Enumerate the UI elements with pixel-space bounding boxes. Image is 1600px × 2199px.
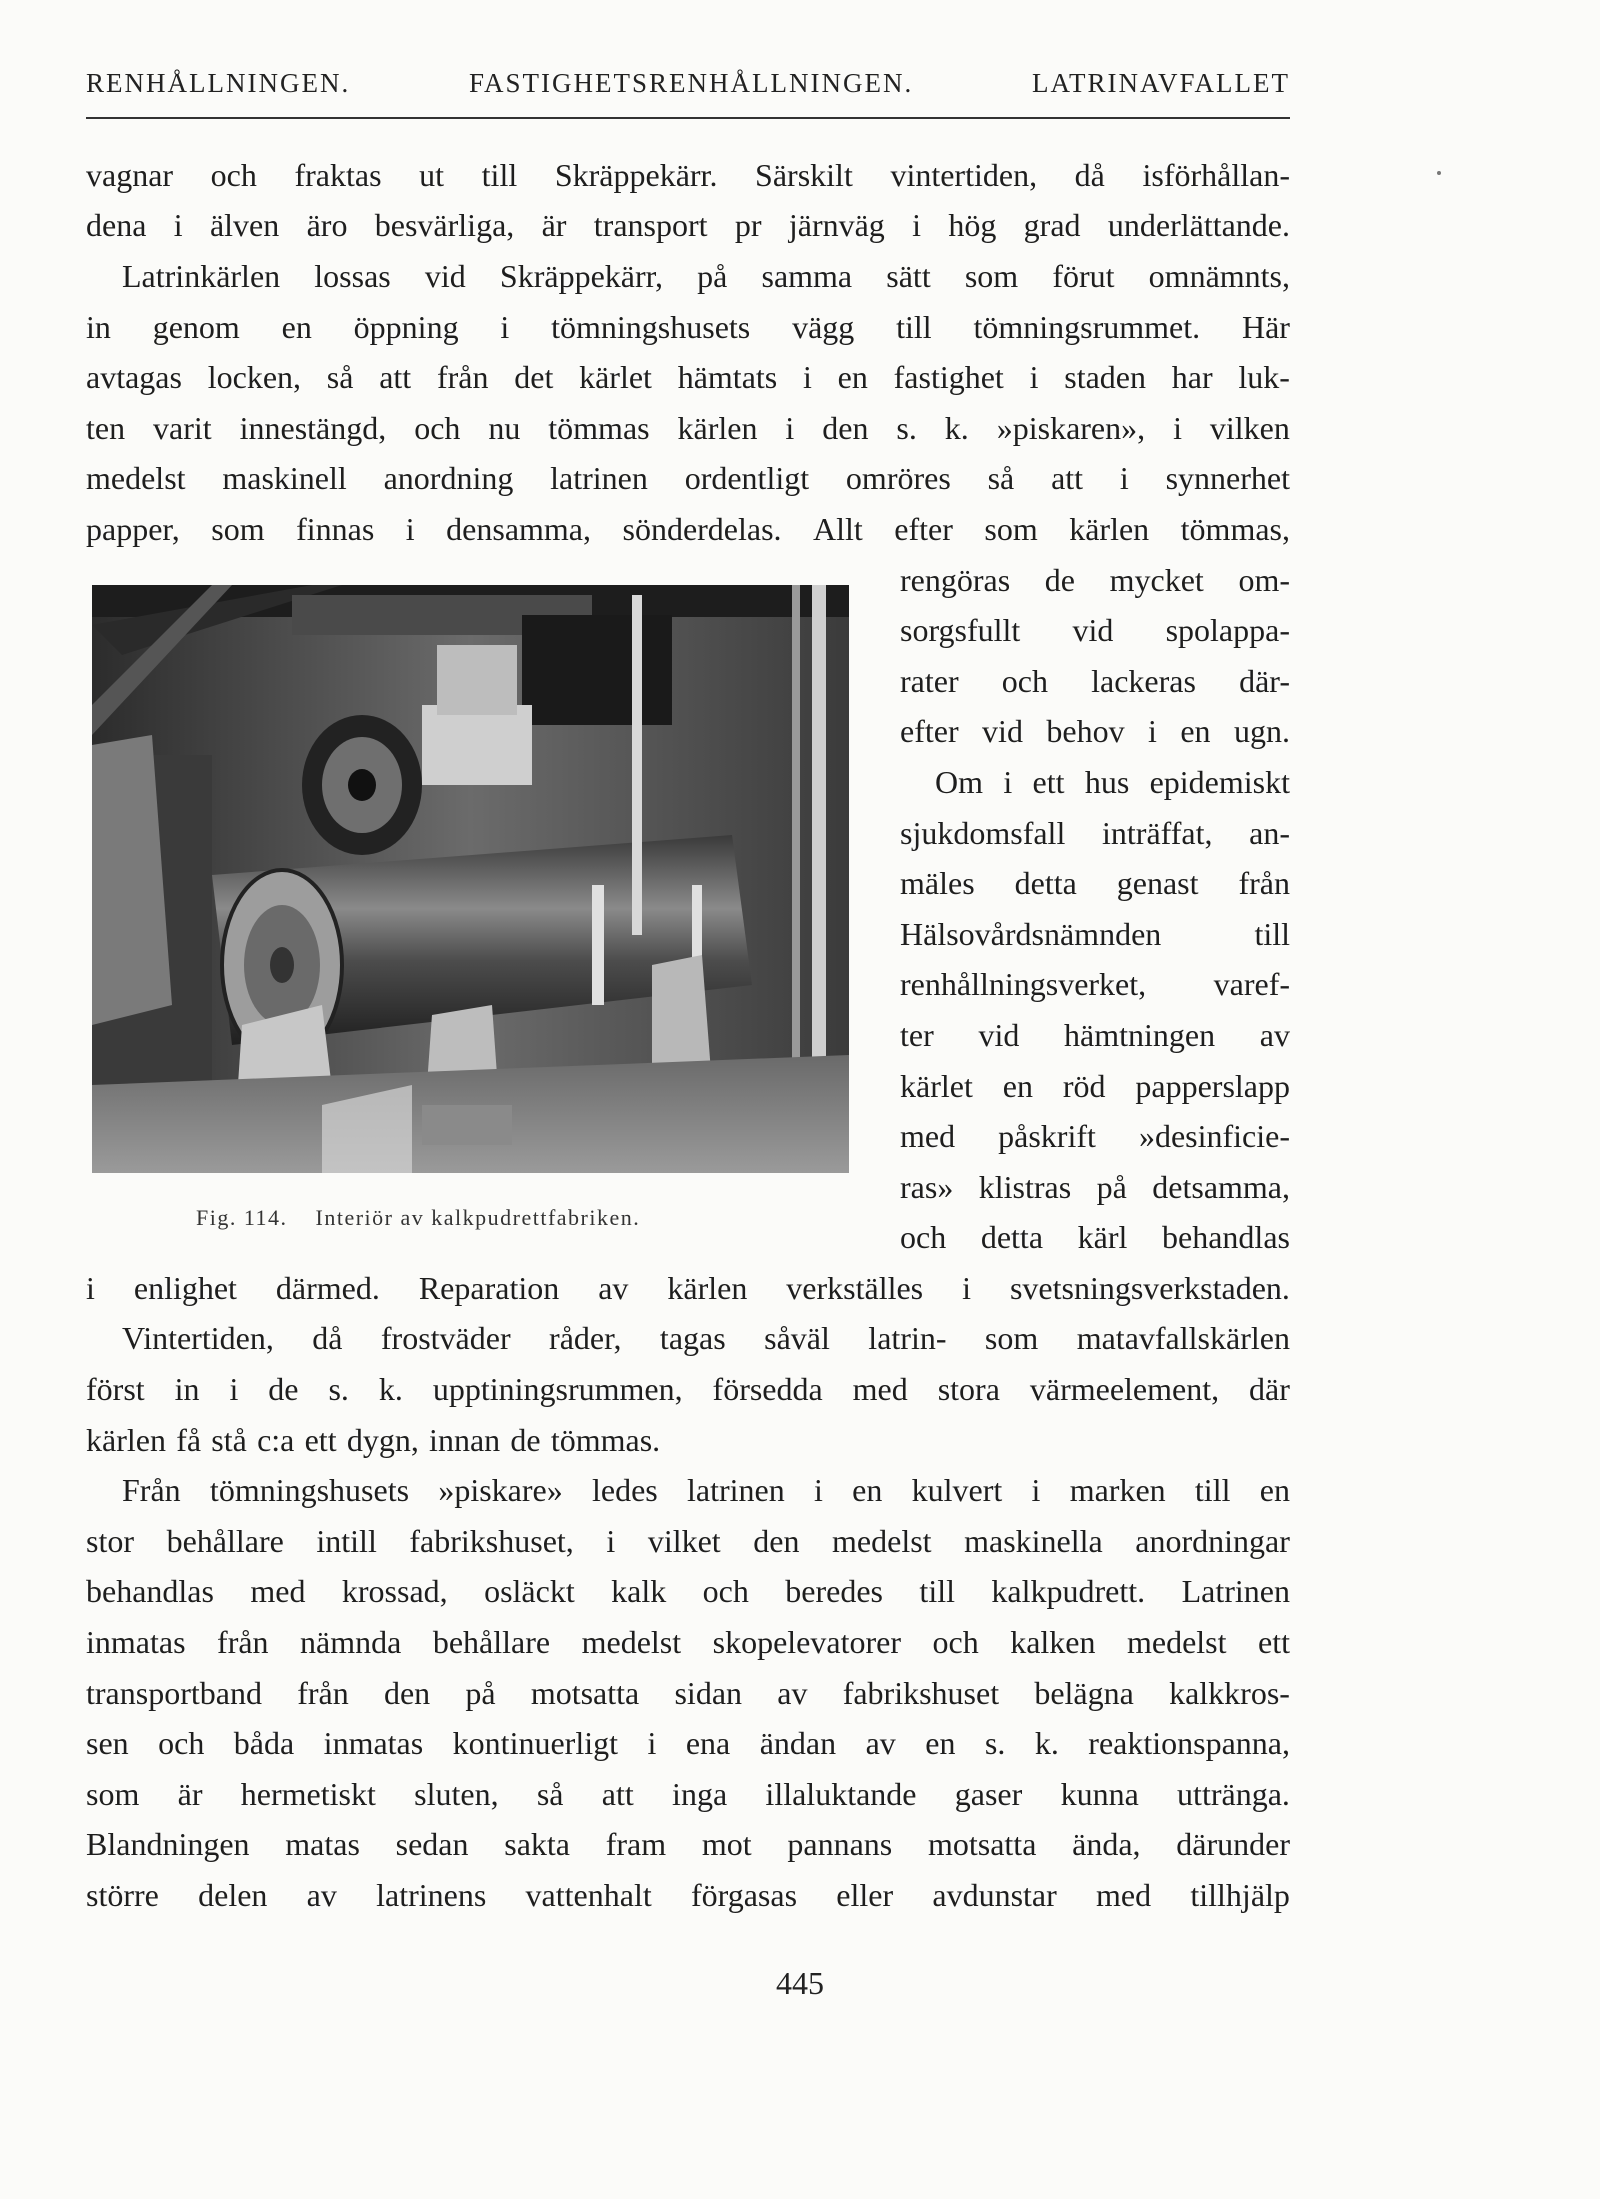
text-line: kärlet en röd papperslapp bbox=[900, 1068, 1290, 1104]
header-rule bbox=[86, 117, 1290, 119]
running-head-right: LATRINAVFALLET bbox=[1031, 68, 1290, 98]
text-line: Om i ett hus epidemiskt bbox=[935, 764, 1290, 800]
text-line: Latrinkärlen lossas vid Skräppekärr, på samma sätt som förut omnämnts, bbox=[122, 258, 1290, 294]
text-line: som är hermetiskt sluten, så att inga illaluktande gaser kunna uttränga. bbox=[86, 1776, 1290, 1812]
text-line: sjukdomsfall inträffat, an- bbox=[900, 815, 1290, 851]
text-line: rengöras de mycket om- bbox=[900, 562, 1290, 598]
text-line: Från tömningshusets »piskare» ledes latrinen i en kulvert i marken till en bbox=[122, 1472, 1290, 1508]
text-line: ten varit innestängd, och nu tömmas kärlen i den s. k. »piskaren», i vilken bbox=[86, 410, 1290, 446]
text-line: sen och båda inmatas kontinuerligt i ena ändan av en s. k. reaktionspanna, bbox=[86, 1725, 1290, 1761]
text-line: renhållningsverket, varef- bbox=[900, 966, 1290, 1002]
text-line: papper, som finnas i densamma, sönderdelas. Allt efter som kärlen tömmas, bbox=[86, 511, 1290, 547]
text-line: avtagas locken, så att från det kärlet hämtats i en fastighet i staden har luk- bbox=[86, 359, 1290, 395]
text-line: kärlen få stå c:a ett dygn, innan de tömmas. bbox=[86, 1422, 661, 1458]
text-line: behandlas med krossad, osläckt kalk och beredes till kalkpudrett. Latrinen bbox=[86, 1573, 1290, 1609]
text-line: mäles detta genast från bbox=[900, 865, 1290, 901]
factory-interior-illustration bbox=[92, 585, 849, 1173]
text-line: medelst maskinell anordning latrinen ordentligt omröres så att i synnerhet bbox=[86, 460, 1290, 496]
text-line: sorgsfullt vid spolappa- bbox=[900, 612, 1290, 648]
factory-interior-photo bbox=[92, 585, 849, 1173]
text-line: ras» klistras på detsamma, bbox=[900, 1169, 1290, 1205]
text-line: rater och lackeras där- bbox=[900, 663, 1290, 699]
text-line: större delen av latrinens vattenhalt förgasas eller avdunstar med tillhjälp bbox=[86, 1877, 1290, 1913]
text-line: dena i älven äro besvärliga, är transport pr järnväg i hög grad underlättande. bbox=[86, 207, 1290, 243]
text-line: ter vid hämtningen av bbox=[900, 1017, 1290, 1053]
text-line: inmatas från nämnda behållare medelst skopelevatorer och kalken medelst ett bbox=[86, 1624, 1290, 1660]
text-line: Hälsovårdsnämnden till bbox=[900, 916, 1290, 952]
paper-speck bbox=[1437, 171, 1441, 175]
running-head-left: RENHÅLLNINGEN. bbox=[86, 68, 351, 98]
text-line: efter vid behov i en ugn. bbox=[900, 713, 1290, 749]
page-number: 445 bbox=[776, 1965, 824, 2001]
text-line: Vintertiden, då frostväder råder, tagas såväl latrin- som matavfallskärlen bbox=[122, 1320, 1290, 1356]
text-line: stor behållare intill fabrikshuset, i vilket den medelst maskinella anordningar bbox=[86, 1523, 1290, 1559]
text-line: och detta kärl behandlas bbox=[900, 1219, 1290, 1255]
running-head-center: FASTIGHETSRENHÅLLNINGEN. bbox=[468, 68, 914, 98]
text-line: Blandningen matas sedan sakta fram mot pannans motsatta ända, därunder bbox=[86, 1826, 1290, 1862]
text-line: vagnar och fraktas ut till Skräppekärr. Särskilt vintertiden, då isförhållan- bbox=[86, 157, 1290, 193]
text-line: först in i de s. k. upptiningsrummen, försedda med stora värmeelement, där bbox=[86, 1371, 1290, 1407]
text-line: transportband från den på motsatta sidan av fabrikshuset belägna kalkkros- bbox=[86, 1675, 1290, 1711]
text-line: i enlighet därmed. Reparation av kärlen verkställes i svetsningsverkstaden. bbox=[86, 1270, 1290, 1306]
figure-caption-text: Interiör av kalkpudrettfabriken. bbox=[315, 1205, 641, 1230]
figure-caption bbox=[196, 1205, 640, 1231]
text-line: in genom en öppning i tömningshusets vägg till tömningsrummet. Här bbox=[86, 309, 1290, 345]
text-line: med påskrift »desinficie- bbox=[900, 1118, 1290, 1154]
running-head bbox=[86, 68, 1290, 99]
figure-number: Fig. 114. bbox=[196, 1205, 288, 1230]
